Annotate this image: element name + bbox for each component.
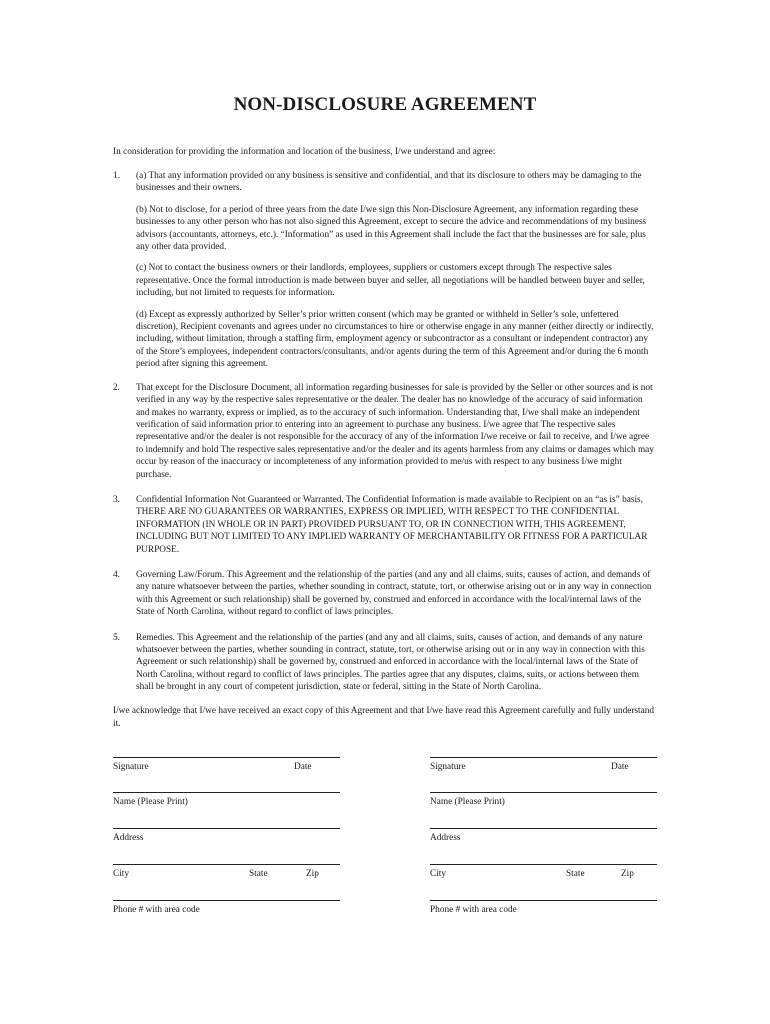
agreement-item-5 [113, 632, 658, 694]
address-label-left: Address [113, 833, 144, 843]
city-line-left[interactable] [113, 864, 340, 865]
name-line-right[interactable] [430, 792, 657, 793]
item-3-text: Confidential Information Not Guaranteed or Warranted. The Confidential Information is made available to Recipient on an “as is” basis, THERE ARE NO GUARANTEES OR WARRANTIES, EXPRESS OR IMPLIED, WITH RESPECT TO THE CONFIDENTIAL INFORMATION (IN WHOLE OR IN PART) PROVIDED PURSUANT TO, OR IN CONNECTION WITH, THIS AGREEMENT, INCLUDING BUT NOT LIMITED TO ANY IMPLIED WARRANTY OF MERCHANTABILITY OR FITNESS FOR A PARTICULAR PURPOSE. [136, 494, 648, 555]
item-4-text: Governing Law/Forum. This Agreement and the relationship of the parties (and any and all claims, suits, causes of action, and demands of any nature whatsoever between the parties, whether sounding in contract, statute, tort, or otherwise arising out or in any way in connection with this Agreement or such relationship) shall be governed by, construed and enforced in accordance with the local/internal laws of the State of North Carolina, without regard to conflict of laws principles. [136, 569, 652, 618]
item-5-text: Remedies. This Agreement and the relationship of the parties (and any and all claims, suits, causes of action, and demands of any nature whatsoever between the parties, whether sounding in contract, statute, tort, or otherwise arising out or in any way in connection with this Agreement or such relationship) shall be governed by, construed and enforced in accordance with the local/internal laws of the State of North Carolina, without regard to conflict of laws principles. The parties agree that any disputes, claims, suits, or actions between them shall be brought in any court of competent jurisdiction, state or federal, sitting in the State of North Carolina. [136, 632, 645, 693]
address-line-right[interactable] [430, 828, 657, 829]
intro-text: In consideration for providing the information and location of the business, I/we understand and agree: [113, 147, 496, 157]
acknowledgement-text: I/we acknowledge that I/we have received an exact copy of this Agreement and that I/we have read this Agreement carefully and fully understand it. [113, 706, 655, 729]
state-label-left: State [249, 869, 268, 879]
address-label-right: Address [430, 833, 461, 843]
zip-label-left: Zip [306, 869, 319, 879]
date-label-left: Date [294, 762, 312, 772]
name-label-right: Name (Please Print) [430, 797, 505, 807]
item-number: 3. [113, 494, 120, 505]
document-title: NON-DISCLOSURE AGREEMENT [233, 94, 537, 115]
phone-line-right[interactable] [430, 900, 657, 901]
date-label-right: Date [611, 762, 629, 772]
city-line-right[interactable] [430, 864, 657, 865]
phone-label-right: Phone # with area code [430, 905, 517, 915]
name-label-left: Name (Please Print) [113, 797, 188, 807]
item-number: 5. [113, 632, 120, 643]
agreement-item-1 [113, 170, 658, 371]
signature-label-right: Signature [430, 762, 466, 772]
item-1d-text: (d) Except as expressly authorized by Seller’s prior written consent (which may be granted or withheld in Seller’s sole, unfettered discretion), Recipient covenants and agrees under no circumstances to hire or otherwise engage in any manner (either directly or indirectly, including, without limitation, through a staffing firm, employment agency or subcontractor as a consultant or independent contractor) any of the Store’s employees, independent contractors/consultants, and/or agents during the term of this Agreement and/or during the 6 month period after signing this agreement. [136, 309, 654, 370]
phone-label-left: Phone # with area code [113, 905, 200, 915]
signature-line-right[interactable] [430, 757, 657, 758]
agreement-item-3 [113, 494, 658, 556]
address-line-left[interactable] [113, 828, 340, 829]
item-number: 1. [113, 171, 120, 181]
zip-label-right: Zip [621, 869, 634, 879]
item-number: 2. [113, 382, 120, 393]
item-1b-text: (b) Not to disclose, for a period of three years from the date I/we sign this Non-Disclosure Agreement, any information regarding these businesses to any other person who has not also signed this Agreement, except to secure the advice and recommendations of my business advisors (accountants, attorneys, etc.). “Information” as used in this Agreement shall include the fact that the businesses are for sale, plus any other data provided. [136, 204, 647, 253]
item-1c-text: (c) Not to contact the business owners or their landlords, employees, suppliers or customers except through The respective sales representative. Once the formal introduction is made between buyer and seller, all negotiations will be handled between buyer and seller, including, but not limited to requests for information. [136, 263, 645, 299]
agreement-item-4 [113, 569, 658, 619]
item-1a-text: (a) That any information provided on any business is sensitive and confidential, and that its disclosure to others may be damaging to the businesses and their owners. [136, 171, 642, 194]
state-label-right: State [566, 869, 585, 879]
item-number: 4. [113, 569, 120, 580]
city-label-right: City [430, 869, 447, 879]
signature-label-left: Signature [113, 762, 149, 772]
city-label-left: City [113, 869, 130, 879]
name-line-left[interactable] [113, 792, 340, 793]
phone-line-left[interactable] [113, 900, 340, 901]
item-2-text: That except for the Disclosure Document, all information regarding businesses for sale is provided by the Seller or other sources and is not verified in any way by the respective sales representative or the dealer. The dealer has no knowledge of the accuracy of said information and makes no warranty, express or implied, as to the accuracy of such information. Understanding that, I/we shall make an independent verification of said information prior to entering into an agreement to purchase any business. I/we agree that The respective sales representative and/or the dealer is not responsible for the accuracy of any of the information I/we receive or fail to receive, and I/we agree to indemnify and hold The respective sales representative and/or the dealer and its agents harmless from any claims or damages which may occur by reason of the inaccuracy or incompleteness of any information provided to me/us with respect to any business I/we might purchase. [136, 382, 654, 480]
agreement-items [113, 170, 658, 694]
agreement-item-2 [113, 382, 658, 481]
signature-line-left[interactable] [113, 757, 340, 758]
